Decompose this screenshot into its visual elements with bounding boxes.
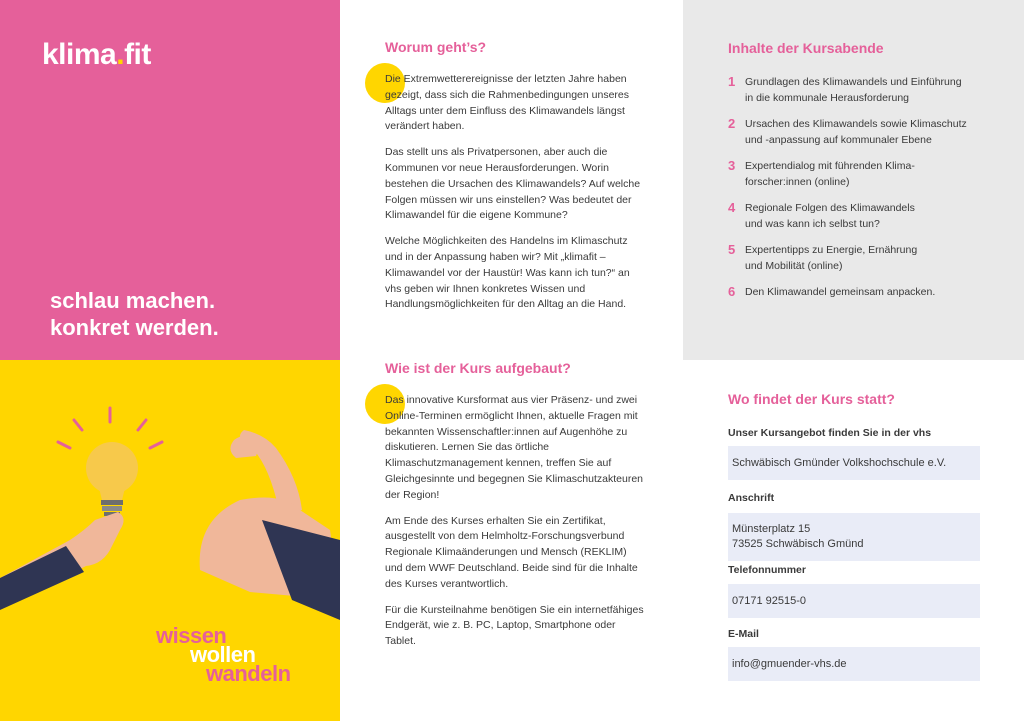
item-text: Ursachen des Klimawandels sowie Klimaschutz und -anpassung auf kommunaler Ebene — [745, 118, 967, 146]
flexing-arm-icon — [200, 430, 340, 620]
ort-title: Wo findet der Kurs statt? — [728, 391, 895, 407]
worum-section — [385, 39, 647, 323]
list-item — [728, 74, 1008, 106]
hand-holding-bulb-icon — [0, 512, 124, 610]
tagline-line-2: konkret werden. — [50, 315, 219, 340]
list-item — [728, 242, 1008, 274]
item-number: 5 — [728, 242, 736, 257]
item-text: Regionale Folgen des Klimawandels und was kann ich selbst tun? — [745, 202, 915, 230]
light-rays-icon — [58, 408, 162, 448]
klimafit-logo: klima.fit — [42, 38, 151, 71]
tagline — [50, 287, 219, 341]
slogan-wissen: wissen — [156, 623, 227, 648]
inhalte-title: Inhalte der Kursabende — [728, 40, 884, 56]
item-text: Den Klimawandel gemeinsam anpacken. — [745, 286, 936, 298]
email-field[interactable]: info@gmuender-vhs.de — [728, 647, 980, 681]
aufbau-section — [385, 360, 647, 660]
aufbau-paragraph-3: Für die Kursteilnahme benötigen Sie ein internetfähiges Endgerät, wie z. B. PC, Laptop, Smartphone oder Tablet. — [385, 603, 644, 648]
phone-label: Telefonnummer — [728, 564, 806, 576]
aufbau-paragraph-1: Das innovative Kursformat aus vier Präsenz- und zwei Online-Terminen ermöglicht Ihnen, aktuelle Fragen mit bekannten Wissenschaftler:innen auf Augenhöhe zu diskutieren. Lernen Sie das örtliche Klimaschutzmanagement kennen, treffen Sie auf Gleichgesinnte und begegnen Sie Klimaschutzakteuren der Region! — [385, 394, 644, 501]
aufbau-paragraph-2: Am Ende des Kurses erhalten Sie ein Zertifikat, ausgestellt von dem Helmholtz-Forschungsverbund Regionale Klimaänderungen und Mensch (REKLIM) und dem WWF Deutschland. Beide sind für die Inhalte des Kurses verantwortlich. — [385, 514, 638, 590]
list-item — [728, 116, 1008, 148]
list-item — [728, 200, 1008, 232]
slogan — [156, 623, 291, 686]
worum-title: Worum geht’s? — [385, 39, 487, 55]
course-list — [728, 74, 1008, 310]
item-number: 6 — [728, 284, 736, 299]
aufbau-title: Wie ist der Kurs aufgebaut? — [385, 360, 571, 376]
slogan-wollen: wollen — [190, 642, 256, 667]
vhs-field[interactable]: Schwäbisch Gmünder Volkshochschule e.V. — [728, 446, 980, 480]
worum-paragraph-2: Das stellt uns als Privatpersonen, aber auch die Kommunen vor neue Herausforderungen. Worin bestehen die Ursachen des Klimawandels? Auf welche Folgen müssen wir uns einstellen? Was bedeutet der Klimawandel für die eigene Kommune? — [385, 146, 641, 222]
item-number: 4 — [728, 200, 736, 215]
worum-paragraph-1: Die Extremwetterereignisse der letzten Jahre haben gezeigt, dass sich die Rahmenbedingungen unseres Alltags unter dem Einfluss des Klimawandels längst verändert haben. — [385, 73, 629, 133]
lightbulb-icon — [86, 442, 138, 516]
item-number: 3 — [728, 158, 736, 173]
vhs-label: Unser Kursangebot finden Sie in der vhs — [728, 427, 932, 439]
list-item — [728, 158, 1008, 190]
tagline-line-1: schlau machen. — [50, 288, 216, 313]
item-number: 2 — [728, 116, 736, 131]
item-text: Expertentipps zu Energie, Ernährung und Mobilität (online) — [745, 244, 918, 272]
slogan-wandeln: wandeln — [206, 661, 291, 686]
email-label: E-Mail — [728, 628, 759, 640]
phone-field[interactable]: 07171 92515-0 — [728, 584, 980, 618]
worum-body — [385, 72, 647, 313]
item-number: 1 — [728, 74, 736, 89]
address-field[interactable]: Münsterplatz 15 73525 Schwäbisch Gmünd — [728, 513, 980, 561]
worum-paragraph-3: Welche Möglichkeiten des Handelns im Klimaschutz und in der Anpassung haben wir? Mit „klimafit – Klimawandel vor der Haustür! Was kann ich tun?“ an vhs geben wir Ihnen konkretes Wissen und Handlungsmöglichkeiten für den Alltag an die Hand. — [385, 235, 630, 311]
item-text: Grundlagen des Klimawandels und Einführung in die kommunale Herausforderung — [745, 76, 962, 104]
list-item — [728, 284, 1008, 300]
item-text: Expertendialog mit führenden Klima- forscher:innen (online) — [745, 160, 915, 188]
address-label: Anschrift — [728, 492, 775, 504]
aufbau-body — [385, 393, 647, 650]
